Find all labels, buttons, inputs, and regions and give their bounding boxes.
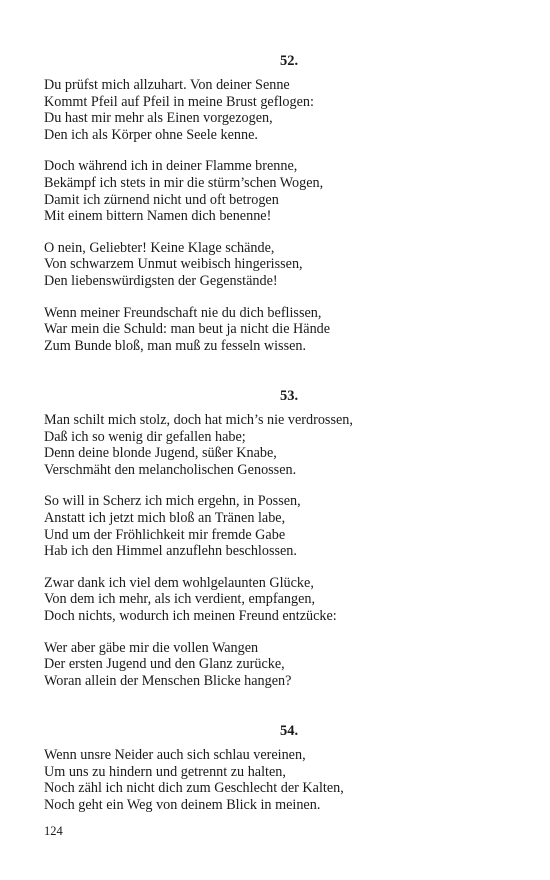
stanza — [44, 77, 524, 143]
sonnet-53 — [44, 387, 524, 704]
stanza — [44, 640, 524, 690]
verse-line: Anstatt ich jetzt mich bloß an Tränen labe, — [44, 509, 286, 526]
verse-line: Um uns zu hindern und getrennt zu halten, — [44, 763, 286, 780]
verse-line: Zwar dank ich viel dem wohlgelaunten Glücke, — [44, 574, 314, 591]
sonnet-number: 52. — [279, 53, 299, 69]
verse-line: Kommt Pfeil auf Pfeil in meine Brust geflogen: — [44, 93, 314, 110]
verse-line: Man schilt mich stolz, doch hat mich’s nie verdrossen, — [44, 412, 353, 428]
verse-line: Woran allein der Menschen Blicke hangen? — [44, 672, 292, 689]
verse-line: Wer aber gäbe mir die vollen Wangen — [44, 639, 259, 656]
verse-line: So will in Scherz ich mich ergehn, in Possen, — [44, 493, 301, 510]
verse-line: Wenn meiner Freundschaft nie du dich beflissen, — [44, 304, 322, 321]
stanza — [44, 575, 524, 625]
verse-line: Bekämpf ich stets in mir die stürm’schen Wogen, — [44, 174, 324, 191]
verse-line: Doch während ich in deiner Flamme brenne, — [44, 158, 298, 175]
stanza — [44, 240, 524, 290]
verse-line: Doch nichts, wodurch ich meinen Freund entzücke: — [44, 607, 337, 624]
verse-line: Noch zähl ich nicht dich zum Geschlecht der Kalten, — [44, 780, 344, 797]
sonnet-52 — [44, 52, 524, 369]
verse-line: Hab ich den Himmel anzuflehn beschlossen. — [44, 543, 297, 560]
verse-line: Zum Bunde bloß, man muß zu fesseln wissen. — [44, 337, 307, 354]
verse-line: Und um der Fröhlichkeit mir fremde Gabe — [44, 526, 286, 543]
verse-line: Mit einem bittern Namen dich benenne! — [44, 208, 272, 225]
verse-line: Du hast mir mehr als Einen vorgezogen, — [44, 110, 273, 127]
sonnet-54 — [44, 722, 524, 828]
verse-line: Den ich als Körper ohne Seele kenne. — [44, 126, 258, 143]
verse-line: Damit ich zürnend nicht und oft betrogen — [44, 191, 279, 208]
stanza — [44, 412, 524, 478]
verse-line: O nein, Geliebter! Keine Klage schände, — [44, 239, 275, 256]
verse-line: Der ersten Jugend und den Glanz zurücke, — [44, 656, 285, 673]
verse-line: Denn deine blonde Jugend, süßer Knabe, — [44, 445, 277, 462]
verse-line: War mein die Schuld: man beut ja nicht die Hände — [44, 321, 331, 338]
verse-line: Von schwarzem Unmut weibisch hingerissen, — [44, 256, 303, 273]
stanza — [44, 747, 524, 813]
stanza — [44, 493, 524, 559]
verse-line: Von dem ich mehr, als ich verdient, empfangen, — [44, 591, 316, 608]
verse-line: Daß ich so wenig dir gefallen habe; — [44, 428, 246, 445]
stanza — [44, 158, 524, 224]
verse-line: Verschmäht den melancholischen Genossen. — [44, 461, 297, 478]
verse-line: Du prüfst mich allzuhart. Von deiner Senne — [44, 77, 290, 93]
verse-line: Wenn unsre Neider auch sich schlau vereinen, — [44, 747, 306, 763]
sonnet-number: 53. — [279, 388, 299, 404]
sonnet-number: 54. — [279, 723, 299, 739]
stanza — [44, 305, 524, 355]
verse-line: Noch geht ein Weg von deinem Blick in meinen. — [44, 796, 321, 813]
page-number: 124 — [44, 824, 63, 838]
verse-line: Den liebenswürdigsten der Gegenstände! — [44, 272, 278, 289]
